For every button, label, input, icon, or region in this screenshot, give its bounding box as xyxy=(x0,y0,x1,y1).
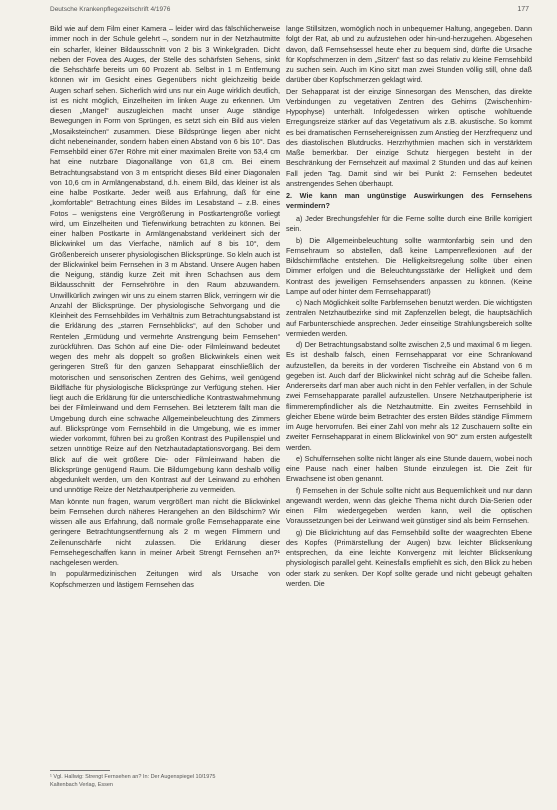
list-item-f: f) Fernsehen in der Schule sollte nicht aus Bequemlichkeit und nur dann angewandt werden, wenn das gleiche Thema nicht durch Dia-Serien oder einen Film wiedergegeben werden kann, weil die optischen Voraussetzungen bei der Leinwand weit günstiger sind als beim Fernsehen. xyxy=(286,485,532,526)
footnote-line-2: Kaltenbach Verlag, Essen xyxy=(50,781,113,788)
left-paragraph-1: Bild wie auf dem Film einer Kamera – leider wird das fälschlicherweise immer noch in der Schule gelehrt –, sondern nur in der Netzhautmitte ein scharfer, kleiner Bildausschnitt von 2 bis 3 Winkelgraden. Dicht neben der Fovea des Auges, der Stelle des schärfsten Sehens, sinkt die Sehschärfe bereits um 60 Prozent ab. Selbst in 1 m Entfernung können wir im Gesicht eines Gegenübers nicht gleichzeitig beide Augen scharf sehen. Sicherlich wird uns nur ein Auge wirklich deutlich, ist es nicht möglich, Einzelheiten im linken Auge zu erkennen. Um diesen „Mangel“ auszugleichen macht unser Auge ständige Bewegungen in Form von Sprüngen, es setzt sich ein Bild aus vielen „Mosaiksteinchen“ zusammen. Diese Bildsprünge liegen aber nicht dicht nebeneinander, sondern haben einen Abstand von 6 bis 10°. Das Fernsehbild einer 67er Röhre mit einer maximalen Breite von 53,4 cm hat eine nutzbare Diagonallänge von 61,8 cm. Bei einem Betrachtungsabstand von 3 m entspricht dieses Bild einer Diagonalen von 10,6 cm in Armlängenabstand, d.h. einem Bild, das kleiner ist als eine halbe Postkarte. Jeder weiß aus Erfahrung, daß für eine „komfortable“ Betrachtung eines Bildes im Lesabstand – z.B. eines Fotos – wenigstens eine Vergrößerung in Postkartengröße vorliegt wird, um Einzelheiten und Tiefenwirkung betrachten zu können. Bei einer halben Postkarte in Armlängenabstand verkleinert sich der Blickwinkel um das Vierfache, nämlich auf 8 bis 10°, dem Größenbereich unserer physiologischen Blicksprünge. So kleln auch ist der Blickwinkel beim Fernsehen in 3 m Abstand. Unsere Augen haben die Neigung, ständig kurze Zeit mit ihren Schachsen aus dem Bildausschnitt der Fernsehröhre in den Raum abzuwandern. Unwillkürlich zwingen wir uns zu einem starren Blick, verringern wir die Anzahl der Blicksprünge. Der physiologische Sehvorgang und die Kleinheit des Fernsehbildes im Verhältnis zum Betrachtungsabstand ist die Erklärung des „starren Fernsehblicks“, auf den Schober und Rentelen „Ermüdung und vermehrte Anstrengung beim Fernsehen“ zurückführen. Das Schön auf eine Die- oder Filmleinwand bedeutet wegen des mehr als doppelt so großen Blickwinkels einen weit geringeren Streß für den ganzen Sehapparat einschließlich der motorischen und sensorischen Zentren des Gehirns, weil genügend Bildfläche für physiologische Blicksprünge zur Verfügung stehen. Hier liegt auch die Erklärung für die unterschiedliche Kontrastwahrnehmung bei der Filmleinwand und dem Fernsehen. Bei letzterem fällt man die Umgebung durch eine schwache Allgemeinbeleuchtung des Zimmers auf. Blicksprünge vom Fernsehbild in die Umgebung, wie es immer wieder vorkommt, führen bei zu großen Kontrast des Pupillenspiel und setzen unnötige Reize auf den Netzhautadaptationsvorgang. Bei dem Blick auf die weit größere Die- oder Filmleinwand haben die Blicksprünge genügend Raum. Die Bildumgebung kann deshalb völlig abgedunkelt werden, um den Kontrast auf der Leinwand zu erhöhen und unnötige Reize der Netzhautperipherie zu vermeiden. xyxy=(50,24,280,495)
right-paragraph-2: Der Sehapparat ist der einzige Sinnesorgan des Menschen, das direkte Verbindungen zu vegetativen Zentren des Gehirns (Zwischenhirn-Hypophyse) unterhält. Infolgedessen wirken optische wohltuende Erregungsreize stärker auf das Vegetativum als z.B. akustische. So kommt es bei dramatischen Fernsehereignissen zum Anstieg der Herzfrequenz und des diastolischen Blutdrucks. Herzrhythmien machen sich in verstärktem Maße bemerkbar. Der einzige Schutz hiergegen besteht in der Beschränkung der Fernsehzeit auf maximal 2 Stunden und das auf keinen Fall jeden Tag. Damit sind wir bei Punkt 2: Fernsehen bedeutet anstrengendes Sehen überhaupt. xyxy=(286,86,532,188)
list-item-e: e) Schulfernsehen sollte nicht länger als eine Stunde dauern, wobei noch eine Pause nach einer halben Stunde einzulegen ist. Die Zeit für Erwachsene ist oben genannt. xyxy=(286,453,532,484)
page-number: 177 xyxy=(517,6,529,13)
page-header xyxy=(50,6,529,18)
footnote-divider xyxy=(50,770,110,771)
footnote-line-1: ¹ Vgl. Hallwig: Strengt Fernsehen an? In: Der Augenspiegel 10/1975 xyxy=(50,774,216,780)
list-item-a: a) Jeder Brechungsfehler für die Ferne sollte durch eine Brille korrigiert sein. xyxy=(286,214,532,234)
section-heading: 2. Wie kann man ungünstige Auswirkungen des Fernsehens vermindern? xyxy=(286,191,532,210)
left-column xyxy=(50,24,280,766)
list-item-c: c) Nach Möglichkeit sollte Farbfernsehen benutzt werden. Die wichtigsten zentralen Netzhautbezirke sind mit Zapfenzellen belegt, die hauptsächlich auf Farbunterschiede ansprechen. Jeder einseitige Strahlungsbereich sollte vermieden werden. xyxy=(286,298,532,338)
list-item-g: g) Die Blickrichtung auf das Fernsehbild sollte der waagrechten Ebene des Kopfes (Primärstellung der Augen) bzw. leichter Blicksenkung entsprechen, da eine leichte Konvergenz mit leichter Blicksenkung physiologisch parallel geht. Keinesfalls empfiehlt es sich, den Blick zu heben oder stark zu senken. Der Kopf sollte gerade und nicht gebeugt gehalten werden. Die xyxy=(286,527,532,588)
footnote xyxy=(50,774,280,789)
right-paragraph-1: lange Stillsitzen, womöglich noch in unbequemer Haltung, angegeben. Dann folgt der Rat, ab und zu aufzustehen oder hin-und-herzugehen. Abgesehen davon, daß Fernsehsessel heute eher zu bequem sind, dürfte die Ursache für Kopfschmerzen in dem „Sitzen“ fast so das relativ zu kleine Fernsehbild zu suchen sein. Auch im Kino sitzt man zwei Stunden völlig still, ohne daß darüber über Kopfschmerzen geklagt wird. xyxy=(286,24,532,85)
left-paragraph-3: In populärmedizinischen Zeitungen wird als Ursache von Kopfschmerzen und lästigem Fernsehen das xyxy=(50,569,280,589)
left-paragraph-2: Man könnte nun fragen, warum vergrößert man nicht die Blickwinkel beim Fernsehen durch näheres Herangehen an den Bildschirm? Wir wissen alle aus Erfahrung, daß normale große Fernsehapparate eine geringere Betrachtungsentfernung als 2 m wegen Flimmern und Zeilenunschärfe nicht zulassen. Die Erklärung dieser Fernsehegeschaffen kann in meiner Arbeit Strengt Fernsehen an?¹ nachgelesen werden. xyxy=(50,496,280,567)
right-column xyxy=(286,24,532,789)
journal-title: Deutsche Krankenpflegezeitschrift 4/1976 xyxy=(50,6,171,13)
list-item-b: b) Die Allgemeinbeleuchtung sollte warmtonfarbig sein und den Fernsehraum so abstellen, daß keine Lampenreflexionen auf der Bildschirmfläche entstehen. Die Helligkeitsregelung sollte über einen Dimmer erfolgen und die Beleuchtungsstärke der Helligkeit und dem Kontrast des jeweiligen Fernsehsenders anpassen zu können. (Keine Lampe auf oder hinter dem Fernsehapparat!) xyxy=(286,235,532,296)
list-item-d: d) Der Betrachtungsabstand sollte zwischen 2,5 und maximal 6 m liegen. Es ist deshalb falsch, einen Fernsehapparat vor eine Schrankwand aufzustellen, da bereits in der vorderen Tischreihe ein Abstand von 6 m gegeben ist. Auch darf der Blickwinkel nicht schräg auf die Scheibe fallen. Andererseits darf man aber auch nicht in den Fehler verfallen, in der Schule zwei Fernsehapparate parallel aufzustellen. Unsere Netzhautperipherie ist flimmerempfindlicher als die Netzhautmitte. Ein zweites Fernsehbild in gleicher Ebene würde beim Betrachter des ersten Bildes ständige Flimmern im Auge hervorrufen. Bei einer Zahl von mehr als 12 Zuschauern sollte ein zweiter Fernsehapparat in einem Blickwinkel von 90° zum ersten aufgestellt werden. xyxy=(286,340,532,452)
